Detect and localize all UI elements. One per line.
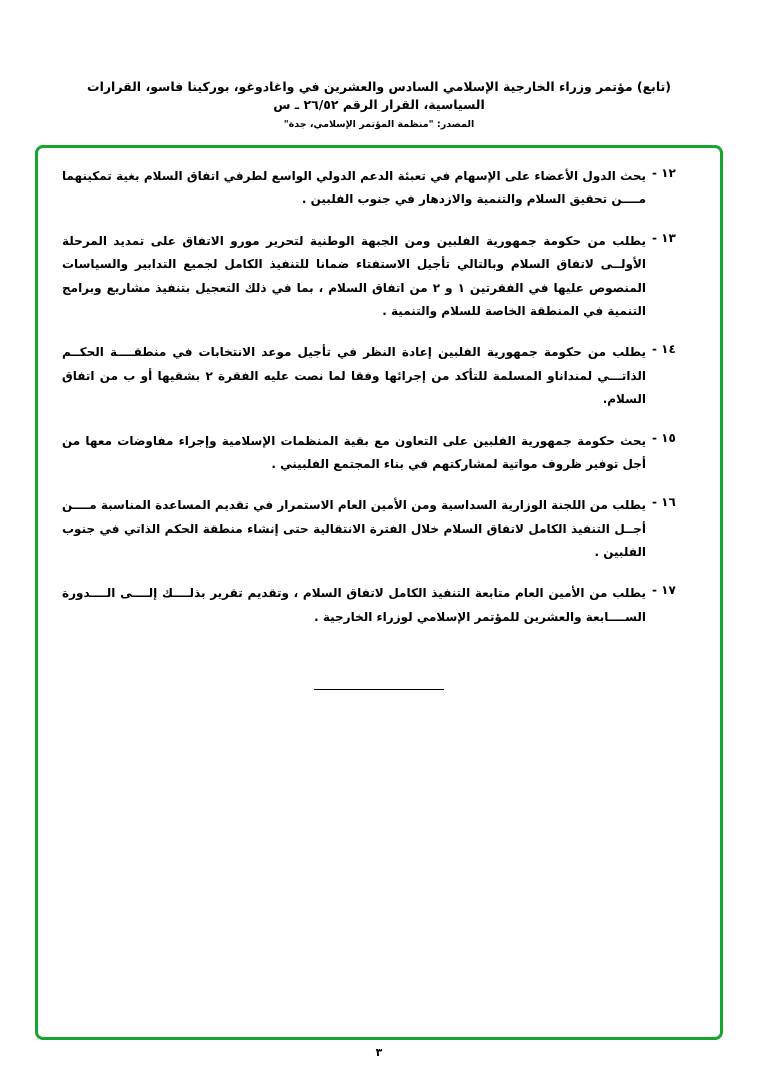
page-number: ٣ [375, 1046, 383, 1059]
clause-number: ١٣ - [652, 230, 676, 245]
clause-item [62, 341, 696, 411]
clause-number: ١٦ - [652, 495, 676, 510]
clause-item [62, 230, 696, 324]
clause-text: من حكومة جمهورية الفلبين إعادة النظر في تأجيل موعد الانتخابات في منطقــــة الحكــم الذاتـــي لمنداناو المسلمة للتأكد من إجرائها وفقا لما نصت عليه الفقرة ٢ بشقيها أو ب من اتفاق السلام. [62, 345, 646, 407]
clause-body [62, 341, 652, 411]
clause-text: من اللجنة الوزارية السداسية ومن الأمين العام الاستمرار في تقديم المساعدة المناسبة مــــن أجــل التنفيذ الكامل لاتفاق السلام خلال الفترة الانتقالية حتى إنشاء منطقة الحكم الذاتي في جنوب الفلبين . [62, 498, 646, 560]
clause-item [62, 430, 696, 477]
clause-body [62, 582, 652, 629]
clause-text: حكومة جمهورية الفلبين على التعاون مع بقية المنظمات الإسلامية وإجراء مفاوضات معها من أجل توفير ظروف مواتية لمشاركتهم في بناء المجتمع الفلبيني . [62, 433, 646, 471]
clause-number: ١٧ - [652, 583, 676, 598]
document-header [60, 78, 698, 131]
clause-text: من الأمين العام متابعة التنفيذ الكامل لاتفاق السلام ، وتقديم تقرير بذلــــك إلــــى الــــدورة الســــابعة والعشرين للمؤتمر الإسلامي لوزراء الخارجية . [62, 586, 646, 624]
clause-verb: يحث [620, 433, 646, 448]
clause-number: ١٢ - [652, 166, 676, 180]
end-of-text-rule [62, 675, 696, 694]
clause-verb: يطلب [612, 586, 646, 601]
clause-verb: يطلب [612, 233, 646, 248]
clause-item [62, 165, 696, 212]
clause-verb: يطلب [612, 345, 646, 360]
clause-list [62, 165, 696, 694]
clause-body [62, 230, 652, 324]
header-title: (تابع) مؤتمر وزراء الخارجية الإسلامي السادس والعشرين في واغادوغو، بوركينا فاسو، القرارات السياسية، القرار الرقم ٢٦/٥٢ ـ س [87, 79, 671, 112]
clause-number: ١٤ - [652, 342, 676, 357]
clause-item [62, 582, 696, 629]
clause-text: من حكومة جمهورية الفلبين ومن الجبهة الوطنية لتحرير مورو الاتفاق على تمديد المرحلة الأولــى لاتفاق السلام وبالتالي تأجيل الاستفتاء ضمانا للتنفيذ الكامل لجميع التدابير والسياسات المنصوص عليها في الفقرتين ١ و ٢ من اتفاق السلام ، بما في ذلك التعجيل بتنفيذ مشاريع وبرامج التنمية في المنطقة الخاصة للسلام والتنمية . [62, 233, 646, 318]
clause-verb: يحث [620, 169, 646, 183]
clause-verb: يطلب [612, 498, 646, 513]
header-source: المصدر: "منظمة المؤتمر الإسلامي، جدة" [283, 119, 475, 130]
clause-number: ١٥ - [652, 430, 676, 445]
clause-text: الدول الأعضاء على الإسهام في تعبئة الدعم الدولي الواسع لطرفي اتفاق السلام بغية تمكينهما مــــن تحقيق السلام والتنمية والازدهار في جنوب الفلبين . [62, 169, 646, 207]
horizontal-rule [314, 689, 444, 690]
clause-body [62, 430, 652, 477]
clause-item [62, 494, 696, 564]
clause-body [62, 165, 652, 212]
clause-body [62, 494, 652, 564]
